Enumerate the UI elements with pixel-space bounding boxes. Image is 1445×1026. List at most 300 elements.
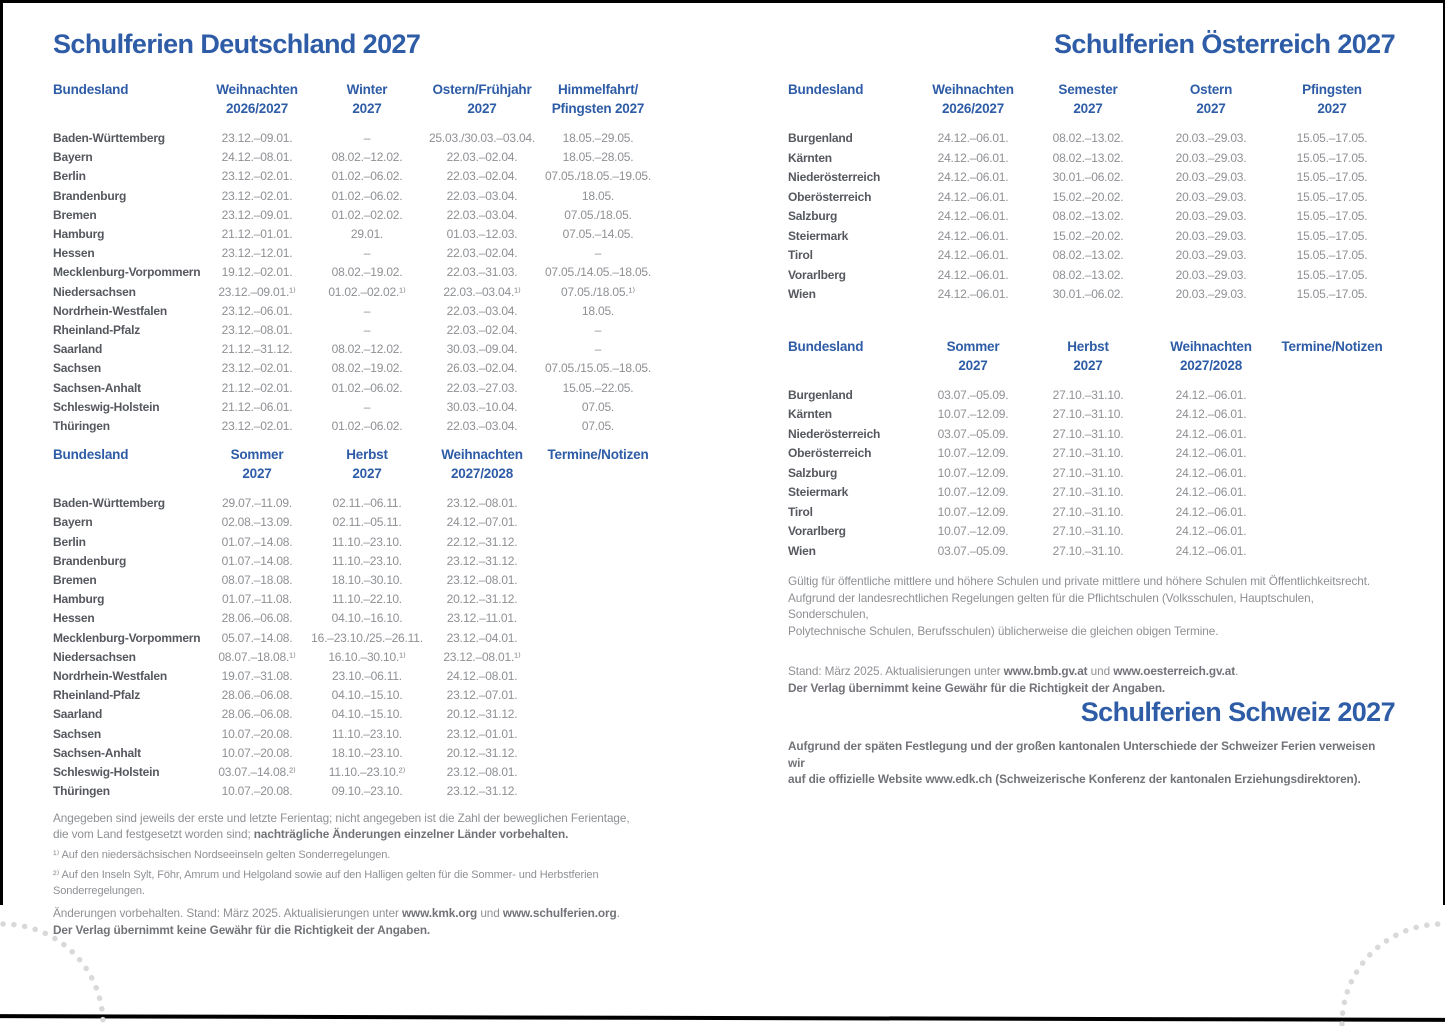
germany-footnotes <box>53 810 685 939</box>
holiday-date-range: 24.12.–06.01. <box>937 209 1009 223</box>
holiday-date-range: 24.12.–06.01. <box>937 131 1009 145</box>
table-header-row <box>788 337 1395 375</box>
holiday-date-range: 24.12.–06.01. <box>1175 543 1247 558</box>
table-row <box>788 444 1395 464</box>
table-row <box>53 648 685 667</box>
bundesland-label: Hamburg <box>53 227 105 242</box>
switzerland-title: Schulferien Schweiz 2027 <box>1080 697 1395 727</box>
holiday-date-range: 15.05.–17.05. <box>1296 267 1368 282</box>
holiday-date-range: 04.10.–15.10. <box>331 707 403 722</box>
holiday-date-range: 27.10.–31.10. <box>1052 426 1124 441</box>
austria-holidays-table-2 <box>788 337 1395 562</box>
holiday-date-range: 15.02.–20.02. <box>1052 189 1124 204</box>
table-row <box>788 188 1395 208</box>
holiday-date-range <box>541 782 655 801</box>
holiday-date-range: 23.12.–07.01. <box>446 688 518 703</box>
holiday-date-range: 20.03.–29.03. <box>1175 228 1247 243</box>
holiday-date-range <box>541 648 655 667</box>
holiday-date-range: 05.07.–14.08. <box>221 630 293 645</box>
holiday-date-range: 22.03.–02.04. <box>446 150 518 165</box>
holiday-date-range: 08.02.–19.02. <box>331 265 403 280</box>
table-row <box>788 207 1395 227</box>
holiday-date-range: 23.12.–31.12. <box>446 784 518 799</box>
note-text: Polytechnische Schulen, Berufsschulen) üblicherweise die gleichen obigen Termine. <box>788 623 1219 638</box>
holiday-date-range: 08.02.–12.02. <box>331 342 403 357</box>
column-header: Weihnachten 2026/2027 <box>216 82 298 116</box>
holiday-date-range: – <box>363 131 371 145</box>
bundesland-label: Kärnten <box>788 150 832 165</box>
holiday-date-range: 22.03.–03.04.¹⁾ <box>443 284 521 299</box>
holiday-date-range: 29.07.–11.09. <box>222 496 292 511</box>
holiday-date-range: 15.05.–17.05. <box>1296 170 1368 184</box>
table-row <box>788 149 1395 169</box>
column-header: Winter 2027 <box>346 82 388 116</box>
holiday-date-range <box>1274 542 1390 562</box>
holiday-date-range: 27.10.–31.10. <box>1052 524 1124 538</box>
column-header: Weihnachten 2027/2028 <box>1170 338 1252 373</box>
holiday-date-range: 11.10.–23.10.²⁾ <box>328 765 406 780</box>
austria-holidays-table-1 <box>788 80 1395 305</box>
holiday-date-range: 01.03.–12.03. <box>446 227 518 242</box>
column-header: Termine/Notizen <box>1281 338 1383 354</box>
bundesland-label: Baden-Württemberg <box>53 496 165 511</box>
table-row <box>53 590 685 609</box>
schulferien-url-text: www.schulferien.org <box>502 906 617 920</box>
bundesland-label: Kärnten <box>788 407 832 421</box>
table-row <box>53 725 685 744</box>
column-header: Ostern/Frühjahr 2027 <box>432 82 532 116</box>
table-row <box>53 705 685 724</box>
holiday-date-range <box>541 744 655 763</box>
bundesland-label: Oberösterreich <box>788 189 872 204</box>
bundesland-label: Thüringen <box>53 784 110 799</box>
holiday-date-range: 15.05.–17.05. <box>1296 248 1368 262</box>
holiday-date-range: 11.10.–22.10. <box>332 592 402 607</box>
note-text: und <box>1087 664 1114 678</box>
table-row <box>53 340 685 359</box>
holiday-date-range: 23.12.–08.01.¹⁾ <box>443 649 521 664</box>
column-header: Ostern 2027 <box>1189 82 1233 116</box>
column-header: Sommer 2027 <box>230 447 284 482</box>
table-row <box>53 321 685 340</box>
holiday-date-range: – <box>363 399 371 414</box>
holiday-date-range: 07.05./18.05.¹⁾ <box>560 284 635 299</box>
table-row <box>788 129 1395 149</box>
holiday-date-range: 01.07.–14.08. <box>221 553 293 568</box>
holiday-date-range: 23.12.–02.01. <box>221 169 293 184</box>
holiday-date-range: 23.12.–08.01. <box>446 765 518 780</box>
oesterreich-url-text: www.oesterreich.gv.at <box>1113 664 1236 678</box>
holiday-date-range: 01.02.–02.02. <box>331 207 403 222</box>
holiday-date-range: 24.12.–08.01. <box>221 150 293 165</box>
holiday-date-range: 30.01.–06.02. <box>1052 170 1124 184</box>
holiday-date-range: 08.07.–18.08.¹⁾ <box>218 649 296 664</box>
holiday-date-range <box>541 763 655 782</box>
bundesland-label: Bremen <box>53 207 97 222</box>
germany-holidays-table-1 <box>53 80 685 436</box>
holiday-date-range: 24.12.–06.01. <box>937 170 1009 184</box>
table-row <box>53 609 685 628</box>
holiday-date-range: 21.12.–31.12. <box>221 342 293 357</box>
holiday-date-range: 20.12.–31.12. <box>446 707 518 722</box>
holiday-date-range: 01.02.–06.02. <box>331 419 403 434</box>
bundesland-label: Saarland <box>53 707 103 722</box>
holiday-date-range: 22.03.–31.03. <box>446 265 518 280</box>
table-row <box>53 552 685 571</box>
holiday-date-range: 22.03.–02.04. <box>446 169 518 184</box>
holiday-date-range: 15.05.–17.05. <box>1296 287 1368 301</box>
holiday-date-range: 24.12.–06.01. <box>1175 426 1247 441</box>
holiday-date-range <box>1274 386 1390 406</box>
bundesland-label: Schleswig-Holstein <box>53 399 160 414</box>
holiday-date-range: 15.02.–20.02. <box>1052 228 1124 243</box>
holiday-date-range: 16.–23.10./25.–26.11. <box>311 630 423 645</box>
column-header: Bundesland <box>788 338 864 354</box>
holiday-date-range <box>541 571 655 590</box>
holiday-date-range: 23.12.–31.12. <box>446 553 518 568</box>
bundesland-label: Baden-Württemberg <box>53 131 165 145</box>
holiday-date-range: 07.05. <box>581 399 615 414</box>
table-row <box>53 571 685 590</box>
holiday-date-range: 18.05. <box>581 188 615 203</box>
holiday-date-range: 24.12.–07.01. <box>446 515 518 530</box>
holiday-date-range: 08.02.–13.02. <box>1052 150 1124 165</box>
holiday-date-range <box>541 533 655 552</box>
holiday-date-range: 18.10.–23.10. <box>331 745 403 760</box>
table-row <box>788 542 1395 562</box>
holiday-date-range: 27.10.–31.10. <box>1052 446 1124 460</box>
table-row <box>53 263 685 282</box>
column-header: Weihnachten 2027/2028 <box>441 447 523 482</box>
bundesland-label: Salzburg <box>788 209 838 223</box>
holiday-date-range: 20.12.–31.12. <box>446 592 518 607</box>
table-row <box>53 148 685 167</box>
table-row <box>53 206 685 225</box>
holiday-date-range: 15.05.–17.05. <box>1296 150 1368 165</box>
holiday-date-range: 20.03.–29.03. <box>1175 267 1247 282</box>
note-text: . <box>616 906 620 920</box>
bundesland-label: Wien <box>788 287 816 301</box>
holiday-date-range: 23.12.–06.01. <box>221 303 293 318</box>
table-row <box>53 244 685 263</box>
holiday-date-range: 18.05.–28.05. <box>562 150 634 165</box>
germany-holidays-table-2 <box>53 445 685 801</box>
bundesland-label: Steiermark <box>788 485 849 499</box>
table-header-row <box>53 80 685 118</box>
germany-title: Schulferien Deutschland 2027 <box>53 29 421 59</box>
holiday-date-range: 21.12.–06.01. <box>221 399 293 414</box>
holiday-date-range: 30.03.–10.04. <box>446 399 518 414</box>
holiday-date-range: 23.12.–08.01. <box>446 573 518 588</box>
holiday-date-range <box>541 494 655 513</box>
holiday-date-range <box>541 609 655 628</box>
holiday-date-range: 23.12.–02.01. <box>221 188 293 203</box>
page-border-left <box>0 0 3 905</box>
holiday-date-range: 24.12.–06.01. <box>937 287 1009 301</box>
bundesland-label: Tirol <box>788 504 813 519</box>
holiday-date-range: 24.12.–06.01. <box>937 267 1009 282</box>
holiday-date-range: 08.02.–13.02. <box>1052 267 1124 282</box>
holiday-date-range: 04.10.–16.10. <box>331 611 403 626</box>
holiday-date-range: 01.07.–11.08. <box>222 592 292 607</box>
holiday-date-range: 24.12.–06.01. <box>937 248 1009 262</box>
bundesland-label: Nordrhein-Westfalen <box>53 303 167 318</box>
bundesland-label: Wien <box>788 543 816 558</box>
bundesland-label: Berlin <box>53 534 86 549</box>
table-row <box>53 513 685 532</box>
holiday-date-range <box>541 629 655 648</box>
holiday-date-range <box>541 686 655 705</box>
holiday-date-range: – <box>594 246 602 261</box>
table-row <box>53 129 685 148</box>
bundesland-label: Berlin <box>53 169 86 184</box>
holiday-date-range: 20.12.–31.12. <box>446 745 518 760</box>
holiday-date-range: 27.10.–31.10. <box>1052 407 1124 421</box>
holiday-date-range: 23.12.–12.01. <box>221 246 293 261</box>
holiday-date-range: 08.02.–13.02. <box>1052 131 1124 145</box>
note-text: Änderungen vorbehalten. Stand: März 2025. Aktualisierungen unter <box>53 906 402 920</box>
bundesland-label: Sachsen-Anhalt <box>53 380 141 395</box>
germany-footnote-1: ¹⁾ Auf den niedersächsischen Nordseeinseln gelten Sonderregelungen. <box>53 848 391 861</box>
holiday-date-range <box>1274 503 1390 523</box>
holiday-date-range: 23.12.–09.01. <box>221 131 293 145</box>
holiday-date-range: 07.05. <box>581 419 615 434</box>
bundesland-label: Hessen <box>53 246 95 261</box>
bundesland-label: Schleswig-Holstein <box>53 765 160 780</box>
table-row <box>788 227 1395 247</box>
holiday-date-range: 10.07.–12.09. <box>937 524 1009 538</box>
table-row <box>788 464 1395 484</box>
holiday-date-range: 03.07.–05.09. <box>937 543 1009 558</box>
bundesland-label: Tirol <box>788 248 813 262</box>
holiday-date-range: 24.12.–06.01. <box>937 228 1009 243</box>
holiday-date-range <box>541 513 655 532</box>
holiday-date-range: 20.03.–29.03. <box>1175 170 1247 184</box>
bundesland-label: Mecklenburg-Vorpommern <box>53 265 201 280</box>
austria-disclaimer: Der Verlag übernimmt keine Gewähr für die Richtigkeit der Angaben. <box>788 680 1166 695</box>
holiday-date-range: 24.12.–06.01. <box>1175 524 1247 538</box>
table-row <box>53 667 685 686</box>
holiday-date-range: 23.12.–08.01. <box>446 496 518 511</box>
bundesland-label: Sachsen-Anhalt <box>53 745 141 760</box>
bmb-url-text: www.bmb.gv.at <box>1003 664 1088 678</box>
austria-note-general <box>788 573 1395 639</box>
holiday-date-range: 07.05.–14.05. <box>562 227 634 242</box>
holiday-date-range: 23.12.–01.01. <box>446 726 518 741</box>
switzerland-note <box>788 738 1395 788</box>
holiday-date-range: 20.03.–29.03. <box>1175 209 1247 223</box>
note-text-bold: nachträgliche Änderungen einzelner Länder vorbehalten. <box>253 827 569 841</box>
bundesland-label: Steiermark <box>788 228 849 243</box>
table-row <box>788 483 1395 503</box>
holiday-date-range <box>1274 425 1390 445</box>
germany-disclaimer: Der Verlag übernimmt keine Gewähr für die Richtigkeit der Angaben. <box>53 922 431 937</box>
bundesland-label: Bayern <box>53 515 93 530</box>
table-row <box>788 386 1395 406</box>
table-row <box>788 285 1395 305</box>
holiday-date-range: – <box>363 323 371 338</box>
bundesland-label: Mecklenburg-Vorpommern <box>53 630 201 645</box>
note-text: Aufgrund der landesrechtlichen Regelungen gelten für die Pflichtschulen (Volksschulen, Hauptschulen, Sonderschulen, <box>788 590 1314 621</box>
holiday-date-range: 27.10.–31.10. <box>1052 485 1124 499</box>
holiday-date-range: 27.10.–31.10. <box>1052 465 1124 480</box>
holiday-date-range <box>541 667 655 686</box>
holiday-date-range: 11.10.–23.10. <box>332 726 402 741</box>
bundesland-label: Sachsen <box>53 726 101 741</box>
bundesland-label: Rheinland-Pfalz <box>53 688 141 703</box>
holiday-date-range: – <box>363 246 371 261</box>
bundesland-label: Nordrhein-Westfalen <box>53 669 167 684</box>
holiday-date-range: 02.08.–13.09. <box>221 515 293 530</box>
table-row <box>53 533 685 552</box>
column-header: Semester 2027 <box>1058 82 1118 116</box>
dotted-arc-bottom-right <box>1330 911 1445 1026</box>
holiday-date-range: 22.12.–31.12. <box>446 534 518 549</box>
holiday-date-range: 20.03.–29.03. <box>1175 150 1247 165</box>
holiday-date-range: 30.01.–06.02. <box>1052 287 1124 301</box>
holiday-date-range: 23.12.–04.01. <box>446 630 518 645</box>
column-header: Termine/Notizen <box>547 447 649 463</box>
germany-footnote-2: ²⁾ Auf den Inseln Sylt, Föhr, Amrum und Helgoland sowie auf den Halligen gelten für die Sommer- und Herbstferien Sonderregelungen. <box>53 869 599 897</box>
holiday-date-range: 21.12.–02.01. <box>221 380 293 395</box>
holiday-date-range: 10.07.–20.08. <box>221 784 293 799</box>
holiday-date-range: 01.02.–06.02. <box>331 188 403 203</box>
holiday-date-range: 15.05.–17.05. <box>1296 209 1368 223</box>
table-row <box>53 302 685 321</box>
holiday-date-range: 24.12.–06.01. <box>1175 407 1247 421</box>
holiday-date-range: 20.03.–29.03. <box>1175 189 1247 204</box>
holiday-date-range: 30.03.–09.04. <box>446 342 518 357</box>
holiday-date-range: 25.03./30.03.–03.04. <box>428 131 536 145</box>
table-row <box>53 398 685 417</box>
holiday-date-range: 23.12.–02.01. <box>221 419 293 434</box>
table-row <box>53 686 685 705</box>
column-header: Himmelfahrt/ Pfingsten 2027 <box>551 82 645 116</box>
table-header-row <box>53 445 685 483</box>
holiday-date-range: 24.12.–06.01. <box>1175 446 1247 460</box>
holiday-date-range: 16.10.–30.10.¹⁾ <box>328 649 406 664</box>
note-text-bold: Aufgrund der späten Festlegung und der großen kantonalen Unterschiede der Schweizer Ferien verweisen wir <box>788 739 1376 770</box>
holiday-date-range: 23.10.–06.11. <box>332 669 402 684</box>
holiday-date-range <box>1274 405 1390 425</box>
note-text: die vom Land festgesetzt worden sind; <box>53 827 254 841</box>
holiday-date-range: 10.07.–20.08. <box>221 726 293 741</box>
bundesland-label: Niedersachsen <box>53 649 136 664</box>
holiday-date-range: 27.10.–31.10. <box>1052 504 1124 519</box>
holiday-date-range: 22.03.–27.03. <box>446 380 518 395</box>
holiday-date-range: 10.07.–12.09. <box>937 446 1009 460</box>
holiday-date-range: – <box>363 303 371 318</box>
holiday-date-range: 07.05./18.05.–19.05. <box>544 169 652 184</box>
note-text-bold: auf die offizielle Website www.edk.ch (Schweizerische Konferenz der kantonalen Erziehungsdirektoren). <box>788 772 1361 786</box>
table-row <box>53 167 685 186</box>
holiday-date-range: 08.02.–12.02. <box>331 150 403 165</box>
holiday-date-range: 23.12.–09.01. <box>221 207 293 222</box>
holiday-date-range: 20.03.–29.03. <box>1175 248 1247 262</box>
holiday-date-range: 18.05. <box>581 303 615 318</box>
holiday-date-range: 26.03.–02.04. <box>446 361 518 376</box>
holiday-date-range: 24.12.–06.01. <box>1175 485 1247 499</box>
holiday-date-range: 03.07.–05.09. <box>937 426 1009 441</box>
holiday-date-range: 07.05./18.05. <box>564 207 632 222</box>
table-row <box>788 522 1395 542</box>
austria-footnotes <box>788 573 1395 696</box>
table-row <box>53 283 685 302</box>
table-row <box>53 782 685 801</box>
holiday-date-range: 08.07.–18.08. <box>221 573 293 588</box>
column-header: Bundesland <box>53 447 129 463</box>
austria-section <box>788 28 1395 788</box>
holiday-date-range: 24.12.–08.01. <box>446 669 518 684</box>
page-border-bottom <box>0 1014 1445 1022</box>
holiday-date-range: 07.05./14.05.–18.05. <box>544 265 652 280</box>
holiday-date-range: 29.01. <box>350 227 384 242</box>
bundesland-label: Niederösterreich <box>788 170 881 184</box>
table-row <box>53 763 685 782</box>
table-row <box>788 503 1395 523</box>
holiday-date-range: 22.03.–03.04. <box>446 303 518 318</box>
column-header: Pfingsten 2027 <box>1302 82 1362 116</box>
holiday-date-range: 15.05.–17.05. <box>1296 189 1368 204</box>
holiday-date-range <box>541 725 655 744</box>
germany-note-general <box>53 810 685 843</box>
holiday-date-range: 08.02.–13.02. <box>1052 209 1124 223</box>
table-row <box>53 187 685 206</box>
bundesland-label: Bremen <box>53 573 97 588</box>
holiday-date-range: 22.03.–03.04. <box>446 207 518 222</box>
holiday-date-range: 23.12.–09.01.¹⁾ <box>218 284 296 299</box>
holiday-date-range <box>1274 444 1390 464</box>
table-row <box>53 417 685 436</box>
note-text: und <box>477 906 503 920</box>
holiday-date-range: 24.12.–06.01. <box>937 189 1009 204</box>
holiday-date-range: 23.12.–08.01. <box>221 323 293 338</box>
bundesland-label: Sachsen <box>53 361 101 376</box>
holiday-date-range <box>1274 464 1390 484</box>
bundesland-label: Thüringen <box>53 419 110 434</box>
holiday-date-range: 28.06.–06.08. <box>221 611 293 626</box>
holiday-date-range: 03.07.–14.08.²⁾ <box>218 765 296 780</box>
holiday-date-range: 24.12.–06.01. <box>1175 465 1247 480</box>
bundesland-label: Rheinland-Pfalz <box>53 323 141 338</box>
holiday-date-range: 21.12.–01.01. <box>221 227 293 242</box>
table-row <box>788 266 1395 286</box>
holiday-date-range: 15.05.–17.05. <box>1296 131 1368 145</box>
page-border-top <box>0 0 1445 3</box>
bundesland-label: Vorarlberg <box>788 524 846 538</box>
table-row <box>53 379 685 398</box>
table-header-row <box>788 80 1395 118</box>
table-row <box>788 168 1395 188</box>
table-row <box>53 494 685 513</box>
holiday-date-range: 22.03.–03.04. <box>446 188 518 203</box>
bundesland-label: Salzburg <box>788 465 838 480</box>
table-row <box>788 405 1395 425</box>
germany-update-note <box>53 905 685 938</box>
holiday-date-range: 20.03.–29.03. <box>1175 131 1247 145</box>
holiday-date-range: 10.07.–12.09. <box>937 504 1009 519</box>
holiday-date-range: 02.11.–05.11. <box>332 515 402 530</box>
bundesland-label: Burgenland <box>788 387 853 402</box>
holiday-date-range <box>541 590 655 609</box>
column-header: Herbst 2027 <box>346 447 388 482</box>
holiday-date-range <box>1274 522 1390 542</box>
table-row <box>788 425 1395 445</box>
note-text: Stand: März 2025. Aktualisierungen unter <box>788 664 1004 678</box>
holiday-date-range: – <box>594 323 602 338</box>
holiday-date-range: 24.12.–06.01. <box>937 150 1009 165</box>
holiday-date-range: 07.05./15.05.–18.05. <box>544 361 652 376</box>
